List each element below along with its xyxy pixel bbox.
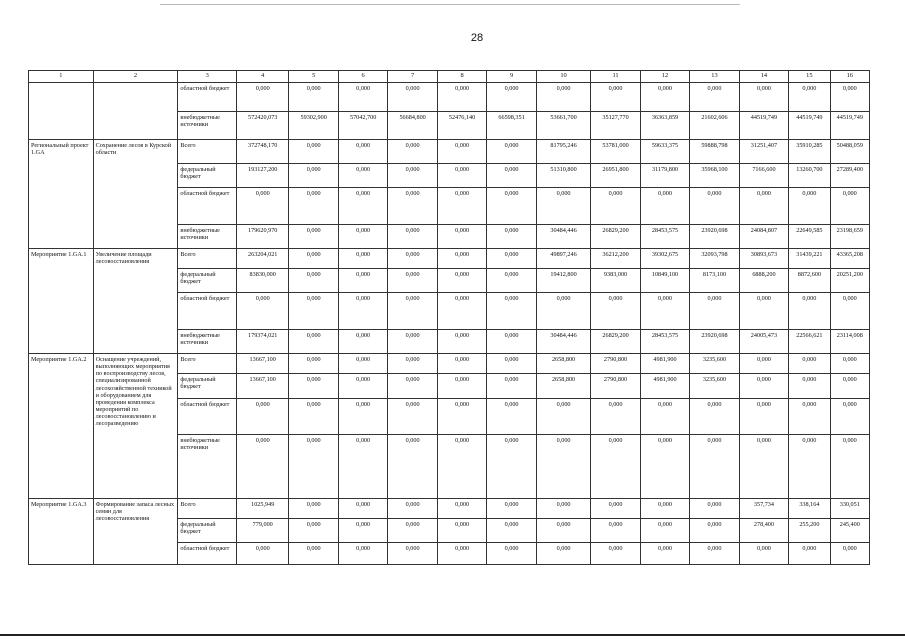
value-cell: 0,000 xyxy=(437,140,486,164)
value-cell: 0,000 xyxy=(487,293,536,330)
value-cell: 66598,351 xyxy=(487,112,536,140)
value-cell: 0,000 xyxy=(338,225,387,249)
value-cell: 0,000 xyxy=(289,225,338,249)
value-cell: 0,000 xyxy=(640,188,689,225)
value-cell: 0,000 xyxy=(536,83,591,112)
value-cell: 0,000 xyxy=(289,519,338,543)
funding-source-cell: федеральный бюджет xyxy=(178,269,237,293)
value-cell: 0,000 xyxy=(289,435,338,499)
value-cell: 0,000 xyxy=(437,499,486,519)
value-cell: 0,000 xyxy=(289,164,338,188)
value-cell: 36212,200 xyxy=(591,249,640,269)
value-cell: 0,000 xyxy=(437,293,486,330)
value-cell: 0,000 xyxy=(289,83,338,112)
value-cell: 13260,700 xyxy=(789,164,830,188)
value-cell: 0,000 xyxy=(338,188,387,225)
value-cell: 22649,585 xyxy=(789,225,830,249)
value-cell: 27289,400 xyxy=(830,164,869,188)
value-cell: 0,000 xyxy=(739,354,788,374)
value-cell: 0,000 xyxy=(437,399,486,435)
header-cell: 11 xyxy=(591,71,640,83)
value-cell: 0,000 xyxy=(690,435,739,499)
value-cell: 330,051 xyxy=(830,499,869,519)
value-cell: 0,000 xyxy=(289,330,338,354)
value-cell: 0,000 xyxy=(236,543,288,565)
funding-source-cell: Всего xyxy=(178,499,237,519)
value-cell: 2658,800 xyxy=(536,374,591,399)
value-cell: 0,000 xyxy=(591,519,640,543)
value-cell: 44519,749 xyxy=(789,112,830,140)
value-cell: 0,000 xyxy=(789,399,830,435)
value-cell: 0,000 xyxy=(338,164,387,188)
header-cell: 13 xyxy=(690,71,739,83)
value-cell: 0,000 xyxy=(236,293,288,330)
value-cell: 50488,059 xyxy=(830,140,869,164)
value-cell: 0,000 xyxy=(388,83,437,112)
funding-source-cell: федеральный бюджет xyxy=(178,519,237,543)
value-cell: 0,000 xyxy=(388,499,437,519)
value-cell: 32093,798 xyxy=(690,249,739,269)
value-cell: 52476,140 xyxy=(437,112,486,140)
scan-bottom-edge xyxy=(0,634,905,636)
value-cell: 0,000 xyxy=(437,374,486,399)
value-cell: 372748,170 xyxy=(236,140,288,164)
value-cell: 24005,473 xyxy=(739,330,788,354)
header-row xyxy=(29,71,870,83)
value-cell: 8872,600 xyxy=(789,269,830,293)
value-cell: 0,000 xyxy=(388,374,437,399)
value-cell: 0,000 xyxy=(640,399,689,435)
header-cell: 8 xyxy=(437,71,486,83)
value-cell: 0,000 xyxy=(830,374,869,399)
value-cell: 31439,221 xyxy=(789,249,830,269)
header-cell: 4 xyxy=(236,71,288,83)
value-cell: 0,000 xyxy=(437,269,486,293)
header-cell: 15 xyxy=(789,71,830,83)
value-cell: 0,000 xyxy=(830,83,869,112)
value-cell: 0,000 xyxy=(487,330,536,354)
value-cell: 0,000 xyxy=(289,269,338,293)
value-cell: 0,000 xyxy=(690,399,739,435)
value-cell: 0,000 xyxy=(338,399,387,435)
value-cell: 0,000 xyxy=(536,399,591,435)
value-cell: 0,000 xyxy=(388,354,437,374)
item-description-cell: Оснащение учреждений, выполняющих мероприятия по воспроизводству лесов, специализированной лесохозяйственной техникой и оборудованием для проведения комплекса мероприятий по лесовосстановлению и лесоразведению xyxy=(93,354,178,499)
value-cell: 28453,575 xyxy=(640,225,689,249)
header-cell: 10 xyxy=(536,71,591,83)
value-cell: 263204,021 xyxy=(236,249,288,269)
value-cell: 0,000 xyxy=(640,83,689,112)
value-cell: 1025,949 xyxy=(236,499,288,519)
value-cell: 0,000 xyxy=(690,543,739,565)
value-cell: 0,000 xyxy=(388,543,437,565)
value-cell: 0,000 xyxy=(690,83,739,112)
value-cell: 0,000 xyxy=(830,188,869,225)
funding-source-cell: внебюджетные источники xyxy=(178,330,237,354)
value-cell: 0,000 xyxy=(338,354,387,374)
value-cell: 0,000 xyxy=(487,225,536,249)
value-cell: 0,000 xyxy=(236,188,288,225)
item-description-cell xyxy=(93,83,178,140)
value-cell: 0,000 xyxy=(536,519,591,543)
header-cell: 7 xyxy=(388,71,437,83)
value-cell: 30484,446 xyxy=(536,330,591,354)
value-cell: 0,000 xyxy=(789,543,830,565)
value-cell: 779,000 xyxy=(236,519,288,543)
funding-source-cell: федеральный бюджет xyxy=(178,164,237,188)
funding-source-cell: областной бюджет xyxy=(178,188,237,225)
value-cell: 0,000 xyxy=(789,354,830,374)
value-cell: 81795,246 xyxy=(536,140,591,164)
budget-table xyxy=(28,70,870,565)
value-cell: 0,000 xyxy=(789,83,830,112)
value-cell: 0,000 xyxy=(338,269,387,293)
value-cell: 0,000 xyxy=(437,164,486,188)
value-cell: 278,400 xyxy=(739,519,788,543)
value-cell: 0,000 xyxy=(739,399,788,435)
value-cell: 26829,200 xyxy=(591,225,640,249)
value-cell: 0,000 xyxy=(487,140,536,164)
value-cell: 0,000 xyxy=(739,435,788,499)
page-number: 28 xyxy=(470,32,484,44)
value-cell: 0,000 xyxy=(388,293,437,330)
funding-source-cell: областной бюджет xyxy=(178,543,237,565)
value-cell: 0,000 xyxy=(236,83,288,112)
value-cell: 0,000 xyxy=(690,293,739,330)
header-cell: 2 xyxy=(93,71,178,83)
value-cell: 0,000 xyxy=(388,269,437,293)
value-cell: 0,000 xyxy=(789,435,830,499)
value-cell: 0,000 xyxy=(640,435,689,499)
value-cell: 0,000 xyxy=(830,354,869,374)
value-cell: 0,000 xyxy=(487,83,536,112)
value-cell: 0,000 xyxy=(437,519,486,543)
value-cell: 19412,800 xyxy=(536,269,591,293)
funding-source-cell: областной бюджет xyxy=(178,399,237,435)
value-cell: 31251,407 xyxy=(739,140,788,164)
value-cell: 357,734 xyxy=(739,499,788,519)
value-cell: 0,000 xyxy=(487,354,536,374)
value-cell: 0,000 xyxy=(739,543,788,565)
value-cell: 57042,700 xyxy=(338,112,387,140)
value-cell: 13667,100 xyxy=(236,354,288,374)
value-cell: 0,000 xyxy=(640,293,689,330)
value-cell: 0,000 xyxy=(487,249,536,269)
value-cell: 0,000 xyxy=(289,399,338,435)
value-cell: 59633,375 xyxy=(640,140,689,164)
funding-source-cell: федеральный бюджет xyxy=(178,374,237,399)
value-cell: 2658,800 xyxy=(536,354,591,374)
value-cell: 0,000 xyxy=(437,543,486,565)
value-cell: 0,000 xyxy=(591,83,640,112)
value-cell: 0,000 xyxy=(536,499,591,519)
value-cell: 26951,800 xyxy=(591,164,640,188)
value-cell: 0,000 xyxy=(591,188,640,225)
table-row xyxy=(29,140,870,164)
value-cell: 0,000 xyxy=(289,249,338,269)
value-cell: 179620,970 xyxy=(236,225,288,249)
value-cell: 20251,200 xyxy=(830,269,869,293)
header-cell: 14 xyxy=(739,71,788,83)
value-cell: 0,000 xyxy=(388,249,437,269)
value-cell: 0,000 xyxy=(338,83,387,112)
header-cell: 9 xyxy=(487,71,536,83)
value-cell: 0,000 xyxy=(591,435,640,499)
value-cell: 0,000 xyxy=(789,374,830,399)
value-cell: 0,000 xyxy=(388,399,437,435)
value-cell: 4981,900 xyxy=(640,354,689,374)
value-cell: 35127,770 xyxy=(591,112,640,140)
value-cell: 0,000 xyxy=(437,354,486,374)
value-cell: 3235,600 xyxy=(690,374,739,399)
value-cell: 0,000 xyxy=(591,499,640,519)
value-cell: 0,000 xyxy=(591,293,640,330)
value-cell: 0,000 xyxy=(536,543,591,565)
table-row xyxy=(29,354,870,374)
header-cell: 6 xyxy=(338,71,387,83)
value-cell: 0,000 xyxy=(388,140,437,164)
value-cell: 0,000 xyxy=(338,140,387,164)
value-cell: 0,000 xyxy=(388,519,437,543)
value-cell: 59888,798 xyxy=(690,140,739,164)
value-cell: 44519,749 xyxy=(830,112,869,140)
value-cell: 179374,021 xyxy=(236,330,288,354)
value-cell: 59302,900 xyxy=(289,112,338,140)
value-cell: 51310,800 xyxy=(536,164,591,188)
value-cell: 193127,200 xyxy=(236,164,288,188)
header-cell: 16 xyxy=(830,71,869,83)
item-description-cell: Увеличение площади лесовосстановления xyxy=(93,249,178,354)
item-code-cell: Мероприятие 1.GA.1 xyxy=(29,249,94,354)
value-cell: 0,000 xyxy=(690,188,739,225)
value-cell: 0,000 xyxy=(437,188,486,225)
value-cell: 0,000 xyxy=(739,374,788,399)
value-cell: 0,000 xyxy=(236,399,288,435)
value-cell: 0,000 xyxy=(437,249,486,269)
value-cell: 23920,698 xyxy=(690,330,739,354)
value-cell: 0,000 xyxy=(536,293,591,330)
value-cell: 0,000 xyxy=(388,188,437,225)
value-cell: 6888,200 xyxy=(739,269,788,293)
value-cell: 0,000 xyxy=(690,499,739,519)
table-body xyxy=(29,71,870,565)
value-cell: 0,000 xyxy=(338,249,387,269)
value-cell: 0,000 xyxy=(236,435,288,499)
value-cell: 0,000 xyxy=(289,140,338,164)
value-cell: 24084,807 xyxy=(739,225,788,249)
header-cell: 12 xyxy=(640,71,689,83)
value-cell: 21602,606 xyxy=(690,112,739,140)
value-cell: 35968,100 xyxy=(690,164,739,188)
value-cell: 0,000 xyxy=(789,188,830,225)
funding-source-cell: областной бюджет xyxy=(178,83,237,112)
value-cell: 53781,000 xyxy=(591,140,640,164)
value-cell: 56684,800 xyxy=(388,112,437,140)
value-cell: 0,000 xyxy=(437,83,486,112)
funding-source-cell: внебюджетные источники xyxy=(178,112,237,140)
value-cell: 572420,073 xyxy=(236,112,288,140)
item-code-cell: Мероприятие 1.GA.3 xyxy=(29,499,94,565)
value-cell: 4981,900 xyxy=(640,374,689,399)
value-cell: 0,000 xyxy=(640,499,689,519)
value-cell: 0,000 xyxy=(338,374,387,399)
value-cell: 0,000 xyxy=(536,188,591,225)
value-cell: 0,000 xyxy=(640,543,689,565)
value-cell: 245,400 xyxy=(830,519,869,543)
value-cell: 0,000 xyxy=(487,188,536,225)
value-cell: 26829,200 xyxy=(591,330,640,354)
value-cell: 0,000 xyxy=(338,519,387,543)
header-cell: 1 xyxy=(29,71,94,83)
table-row xyxy=(29,249,870,269)
value-cell: 0,000 xyxy=(338,293,387,330)
value-cell: 0,000 xyxy=(289,188,338,225)
value-cell: 0,000 xyxy=(289,293,338,330)
value-cell: 0,000 xyxy=(437,435,486,499)
funding-source-cell: Всего xyxy=(178,249,237,269)
value-cell: 7166,600 xyxy=(739,164,788,188)
value-cell: 0,000 xyxy=(487,399,536,435)
value-cell: 0,000 xyxy=(830,293,869,330)
value-cell: 83830,000 xyxy=(236,269,288,293)
value-cell: 43365,208 xyxy=(830,249,869,269)
value-cell: 0,000 xyxy=(487,435,536,499)
value-cell: 0,000 xyxy=(289,354,338,374)
value-cell: 30893,673 xyxy=(739,249,788,269)
value-cell: 0,000 xyxy=(487,543,536,565)
value-cell: 0,000 xyxy=(487,164,536,188)
value-cell: 10849,100 xyxy=(640,269,689,293)
value-cell: 338,164 xyxy=(789,499,830,519)
value-cell: 9383,000 xyxy=(591,269,640,293)
value-cell: 0,000 xyxy=(487,269,536,293)
value-cell: 0,000 xyxy=(830,543,869,565)
value-cell: 2790,800 xyxy=(591,354,640,374)
value-cell: 0,000 xyxy=(388,435,437,499)
value-cell: 0,000 xyxy=(591,399,640,435)
value-cell: 2790,800 xyxy=(591,374,640,399)
value-cell: 0,000 xyxy=(388,330,437,354)
item-description-cell: Формирование запаса лесных семян для лесовосстановления xyxy=(93,499,178,565)
value-cell: 22566,621 xyxy=(789,330,830,354)
value-cell: 0,000 xyxy=(487,374,536,399)
table-row xyxy=(29,83,870,112)
value-cell: 0,000 xyxy=(338,435,387,499)
funding-source-cell: Всего xyxy=(178,354,237,374)
value-cell: 8173,100 xyxy=(690,269,739,293)
value-cell: 0,000 xyxy=(289,499,338,519)
value-cell: 28453,575 xyxy=(640,330,689,354)
value-cell: 0,000 xyxy=(640,519,689,543)
funding-source-cell: Всего xyxy=(178,140,237,164)
value-cell: 31179,800 xyxy=(640,164,689,188)
value-cell: 0,000 xyxy=(789,293,830,330)
value-cell: 0,000 xyxy=(690,519,739,543)
funding-source-cell: внебюджетные источники xyxy=(178,225,237,249)
value-cell: 0,000 xyxy=(739,293,788,330)
value-cell: 44519,749 xyxy=(739,112,788,140)
value-cell: 0,000 xyxy=(536,435,591,499)
value-cell: 0,000 xyxy=(338,543,387,565)
scan-top-edge xyxy=(160,4,740,5)
value-cell: 53661,700 xyxy=(536,112,591,140)
value-cell: 30484,446 xyxy=(536,225,591,249)
value-cell: 0,000 xyxy=(289,543,338,565)
funding-source-cell: областной бюджет xyxy=(178,293,237,330)
value-cell: 0,000 xyxy=(338,499,387,519)
table-row xyxy=(29,499,870,519)
value-cell: 3235,600 xyxy=(690,354,739,374)
value-cell: 35910,285 xyxy=(789,140,830,164)
value-cell: 0,000 xyxy=(338,330,387,354)
value-cell: 0,000 xyxy=(830,399,869,435)
value-cell: 0,000 xyxy=(437,225,486,249)
value-cell: 23198,659 xyxy=(830,225,869,249)
value-cell: 0,000 xyxy=(830,435,869,499)
value-cell: 0,000 xyxy=(591,543,640,565)
value-cell: 36363,859 xyxy=(640,112,689,140)
value-cell: 0,000 xyxy=(289,374,338,399)
header-cell: 3 xyxy=(178,71,237,83)
value-cell: 0,000 xyxy=(388,164,437,188)
item-description-cell: Сохранение лесов в Курской области xyxy=(93,140,178,249)
value-cell: 23920,698 xyxy=(690,225,739,249)
value-cell: 0,000 xyxy=(739,83,788,112)
value-cell: 49897,246 xyxy=(536,249,591,269)
item-code-cell xyxy=(29,83,94,140)
value-cell: 13667,100 xyxy=(236,374,288,399)
value-cell: 0,000 xyxy=(487,499,536,519)
value-cell: 0,000 xyxy=(388,225,437,249)
item-code-cell: Региональный проект 1.GA xyxy=(29,140,94,249)
header-cell: 5 xyxy=(289,71,338,83)
item-code-cell: Мероприятие 1.GA.2 xyxy=(29,354,94,499)
value-cell: 255,200 xyxy=(789,519,830,543)
value-cell: 23114,008 xyxy=(830,330,869,354)
value-cell: 0,000 xyxy=(739,188,788,225)
value-cell: 0,000 xyxy=(437,330,486,354)
value-cell: 0,000 xyxy=(487,519,536,543)
value-cell: 39302,675 xyxy=(640,249,689,269)
funding-source-cell: внебюджетные источники xyxy=(178,435,237,499)
